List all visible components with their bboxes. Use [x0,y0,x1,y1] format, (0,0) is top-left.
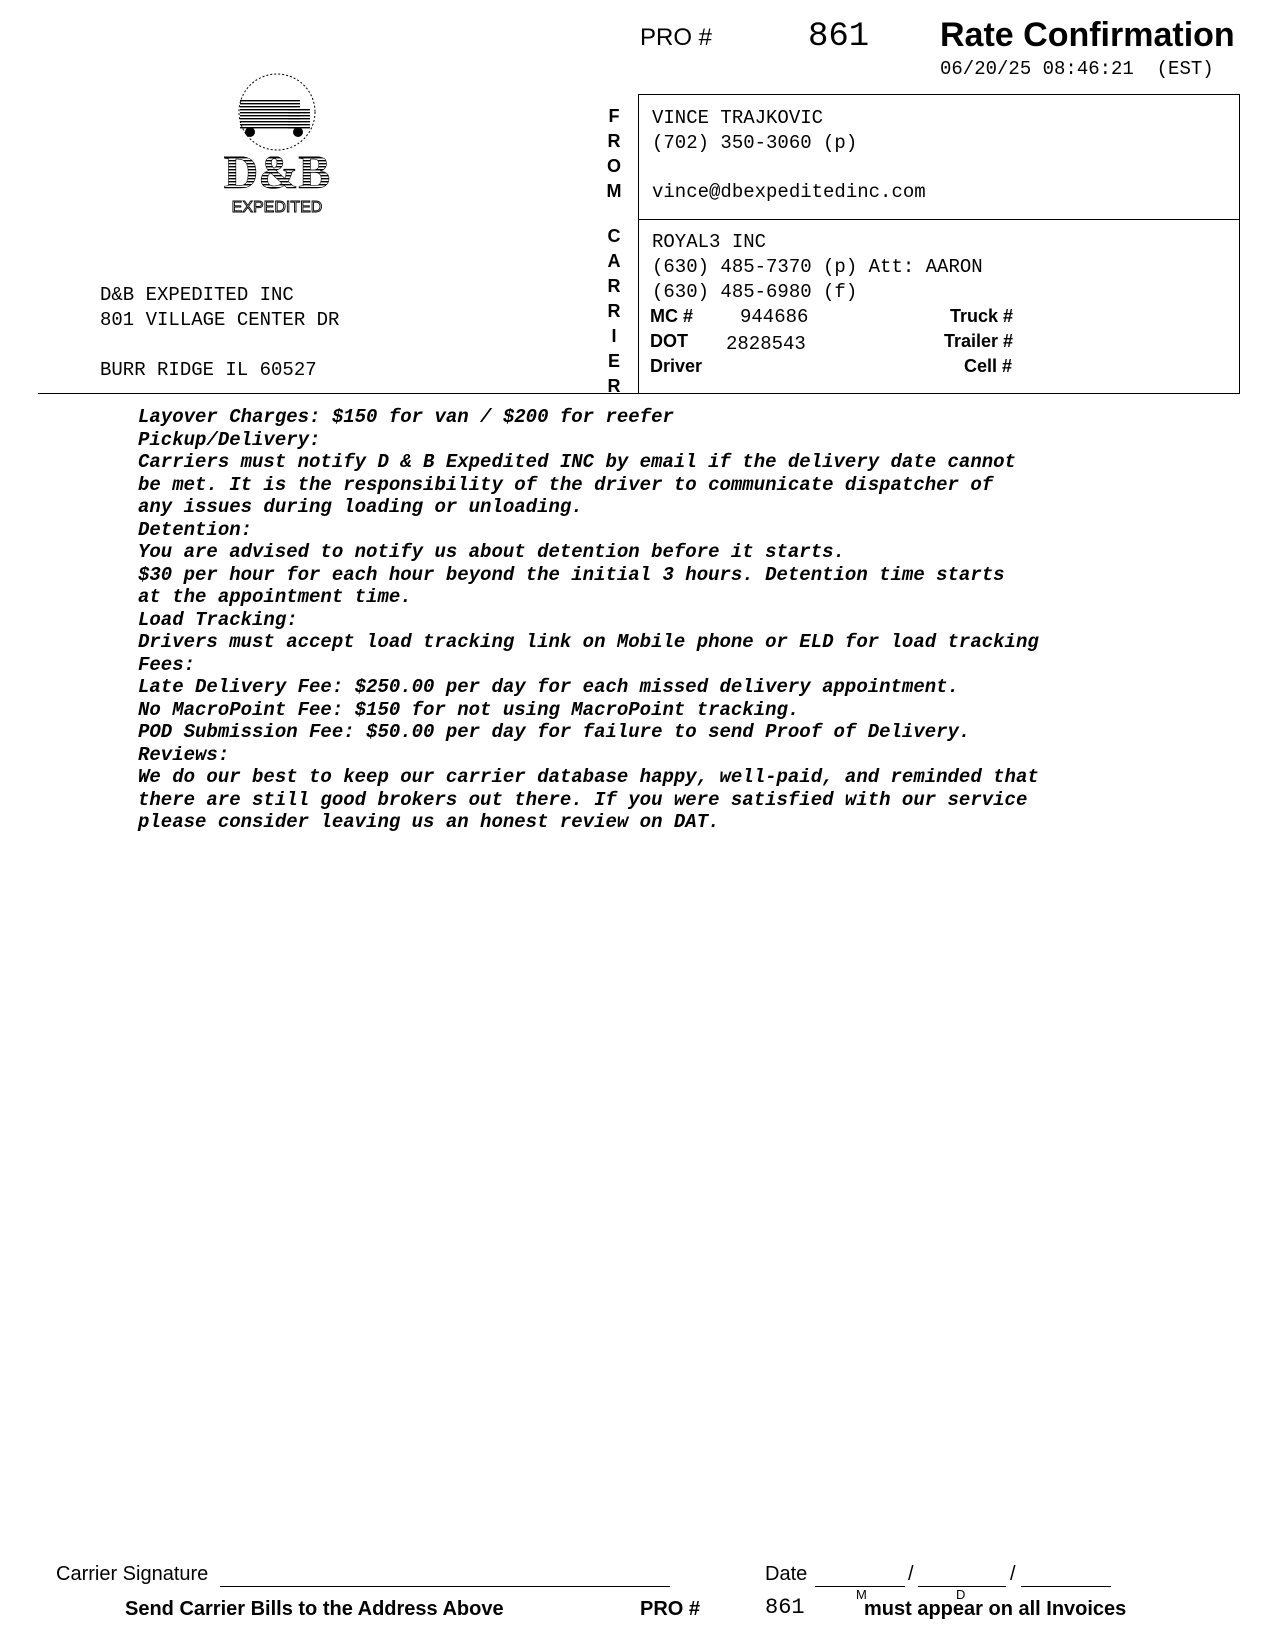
vertical-letter: A [607,251,621,271]
terms-line: Load Tracking: [138,608,298,631]
date-separator: / [1010,1563,1016,1585]
logo-text-bottom: EXPEDITED [231,199,323,216]
terms-line: No MacroPoint Fee: $150 for not using MacroPoint tracking. [138,698,800,721]
pro-label: PRO # [640,24,713,51]
vertical-letter: I [611,326,617,346]
must-appear-note: must appear on all Invoices [864,1598,1127,1620]
terms-line: Carriers must notify D & B Expedited INC by email if the delivery date cannot [138,451,1016,473]
terms-line: You are advised to notify us about detention before it starts. [138,541,845,563]
mc-value: 944686 [740,306,809,328]
carrier-fax: (630) 485-6980 (f) [652,281,858,303]
date-separator: / [908,1563,914,1585]
terms-line: Pickup/Delivery: [138,428,321,451]
header-rule [38,393,1240,394]
date-label: Date [765,1563,808,1585]
send-bills-note: Send Carrier Bills to the Address Above [125,1598,504,1620]
vertical-letter: R [607,131,621,151]
vertical-letter: C [607,226,621,246]
truck-label: Truck # [950,306,1014,326]
from-contact-name: VINCE TRAJKOVIC [652,107,824,129]
pro-number: 861 [808,18,870,56]
date-year-line[interactable] [1021,1586,1111,1587]
dot-label: DOT [650,331,688,351]
driver-label: Driver [650,356,703,376]
date-day-label: D [956,1587,966,1602]
from-contact-phone: (702) 350-3060 (p) [652,132,858,154]
terms-line: please consider leaving us an honest review on DAT. [138,811,720,833]
cell-label: Cell # [964,356,1013,376]
vertical-letter: M [606,181,622,201]
terms-line: there are still good brokers out there. If you were satisfied with our service [138,788,1028,811]
date-month-label: M [856,1587,867,1602]
terms-section [138,406,1039,834]
from-contact-email: vince@dbexpeditedinc.com [652,181,926,203]
vertical-letter: O [606,156,621,176]
vertical-letter: E [607,351,620,371]
carrier-signature-label: Carrier Signature [56,1563,209,1585]
terms-line: We do our best to keep our carrier database happy, well-paid, and reminded that [138,766,1039,788]
company-logo-icon [218,70,336,218]
terms-line: at the appointment time. [138,586,412,608]
terms-line: $30 per hour for each hour beyond the initial 3 hours. Detention time starts [138,563,1005,586]
vertical-letter: R [607,376,621,396]
carrier-name: ROYAL3 INC [652,231,767,253]
from-vertical-label [604,104,624,204]
logo-text-top: D&B [223,146,331,199]
terms-line: be met. It is the responsibility of the driver to communicate dispatcher of [138,473,994,496]
carrier-phone: (630) 485-7370 (p) Att: AARON [652,256,983,278]
broker-address-line2: BURR RIDGE IL 60527 [100,359,317,381]
document-datetime: 06/20/25 08:46:21 (EST) [940,58,1214,80]
box-divider [638,219,1240,220]
footer-pro-label: PRO # [640,1598,701,1620]
carrier-signature-line[interactable] [220,1586,670,1587]
trailer-label: Trailer # [944,331,1014,351]
terms-line: Detention: [138,518,253,541]
vertical-letter: R [607,301,621,321]
broker-name: D&B EXPEDITED INC [100,284,294,306]
terms-line: Layover Charges: $150 for van / $200 for reefer [138,406,674,428]
footer-pro-number: 861 [765,1595,805,1620]
terms-line: Fees: [138,653,196,676]
dot-value: 2828543 [726,333,806,355]
mc-label: MC # [650,306,694,326]
terms-line: any issues during loading or unloading. [138,496,583,518]
terms-line: Drivers must accept load tracking link on Mobile phone or ELD for load tracking [138,631,1039,653]
broker-address-line1: 801 VILLAGE CENTER DR [100,309,340,331]
terms-line: Late Delivery Fee: $250.00 per day for each missed delivery appointment. [138,676,959,698]
page-title: Rate Confirmation [940,16,1235,54]
terms-line: Reviews: [138,743,230,766]
vertical-letter: R [607,276,621,296]
vertical-letter: F [608,106,620,126]
carrier-vertical-label [604,224,624,399]
terms-line: POD Submission Fee: $50.00 per day for failure to send Proof of Delivery. [138,721,971,743]
